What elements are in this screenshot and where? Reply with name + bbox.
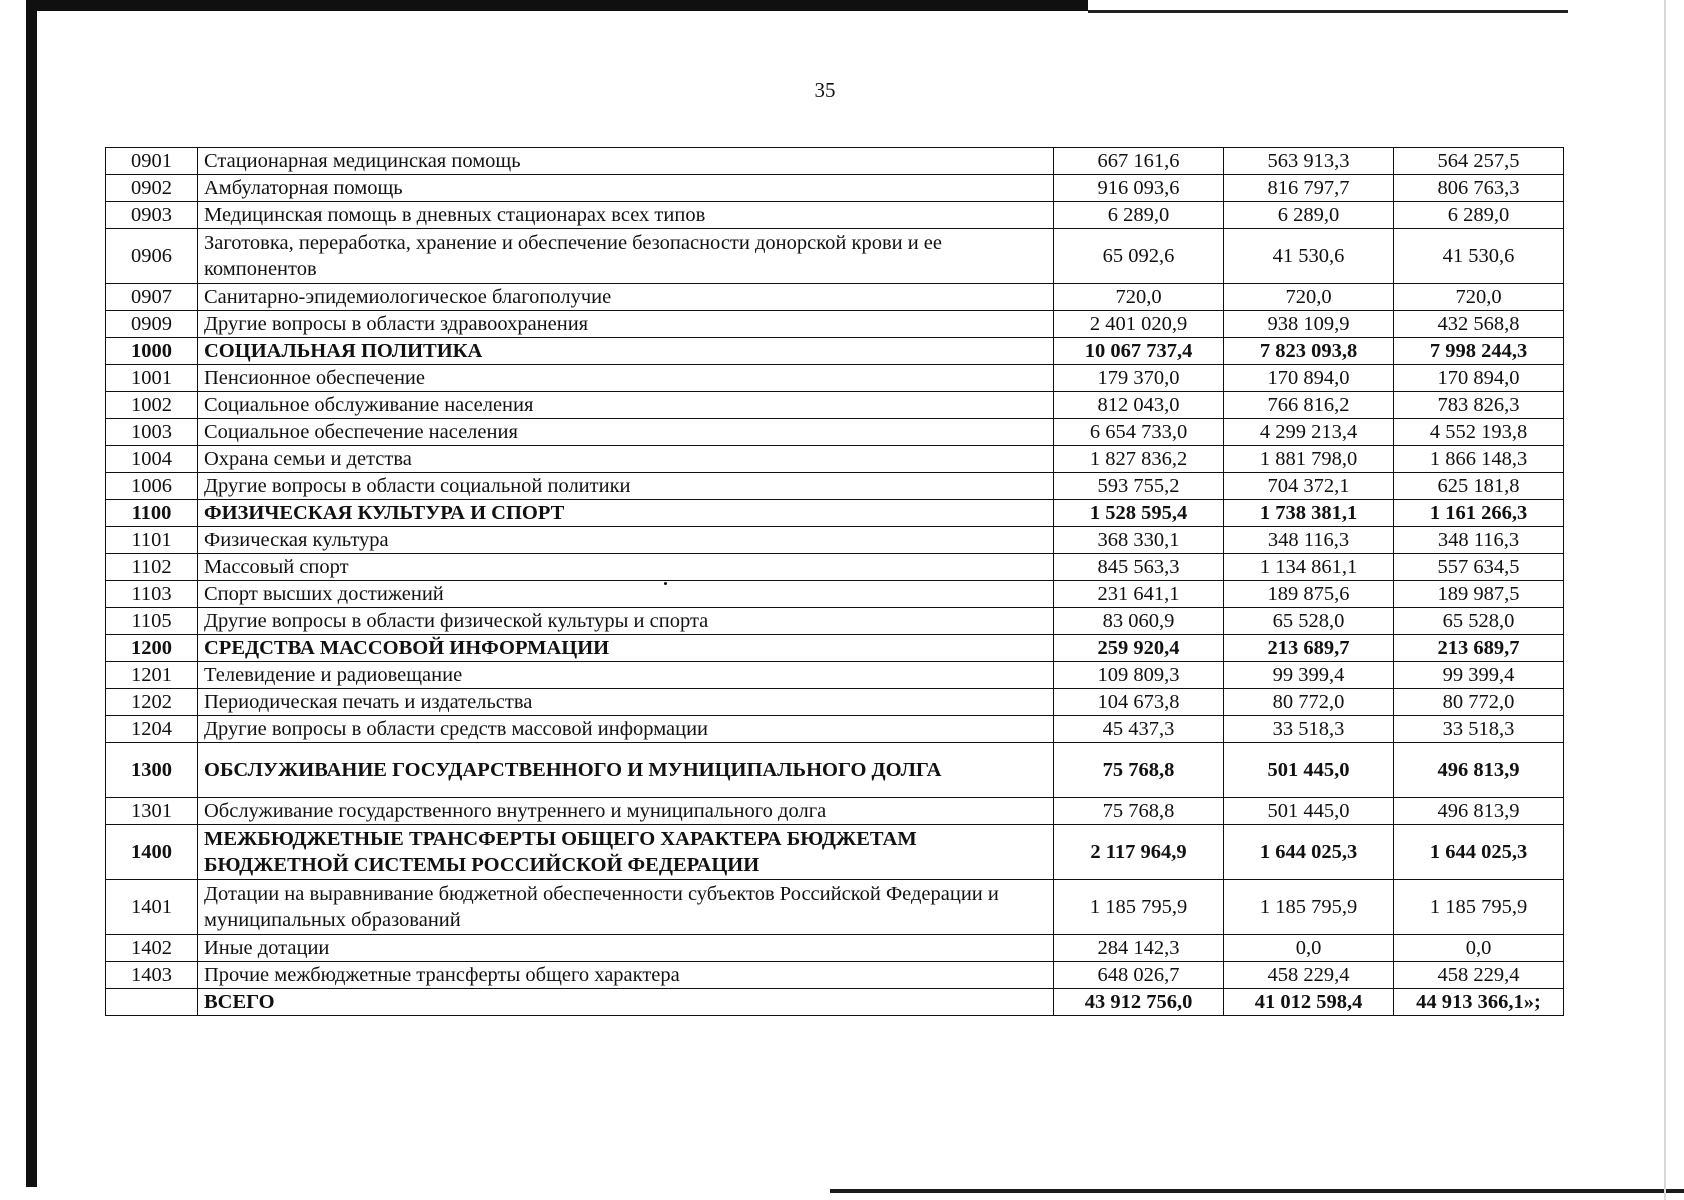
value-cell: 170 894,0	[1224, 365, 1394, 392]
value-cell: 6 654 733,0	[1054, 419, 1224, 446]
code-cell: 0903	[106, 202, 198, 229]
table-row	[106, 635, 1564, 662]
scan-border-top	[26, 0, 1088, 11]
name-cell: Пенсионное обеспечение	[198, 365, 1054, 392]
code-cell: 0902	[106, 175, 198, 202]
code-cell: 1201	[106, 662, 198, 689]
name-cell: Социальное обслуживание населения	[198, 392, 1054, 419]
name-cell: Телевидение и радиовещание	[198, 662, 1054, 689]
code-cell: 1403	[106, 962, 198, 989]
value-cell: 6 289,0	[1054, 202, 1224, 229]
name-cell: Периодическая печать и издательства	[198, 689, 1054, 716]
value-cell: 458 229,4	[1224, 962, 1394, 989]
value-cell: 496 813,9	[1394, 798, 1564, 825]
value-cell: 667 161,6	[1054, 148, 1224, 175]
value-cell: 41 012 598,4	[1224, 989, 1394, 1016]
table-row	[106, 446, 1564, 473]
table-row	[106, 500, 1564, 527]
table-row	[106, 716, 1564, 743]
value-cell: 564 257,5	[1394, 148, 1564, 175]
value-cell: 783 826,3	[1394, 392, 1564, 419]
value-cell: 45 437,3	[1054, 716, 1224, 743]
value-cell: 0,0	[1224, 935, 1394, 962]
name-cell: Другие вопросы в области физической культуры и спорта	[198, 608, 1054, 635]
table-row	[106, 229, 1564, 284]
code-cell: 1103	[106, 581, 198, 608]
table-row	[106, 689, 1564, 716]
value-cell: 1 881 798,0	[1224, 446, 1394, 473]
code-cell: 0906	[106, 229, 198, 284]
table-row	[106, 338, 1564, 365]
scan-border-bottom	[830, 1189, 1684, 1193]
value-cell: 368 330,1	[1054, 527, 1224, 554]
name-cell: Стационарная медицинская помощь	[198, 148, 1054, 175]
budget-table	[105, 147, 1564, 1016]
value-cell: 80 772,0	[1394, 689, 1564, 716]
name-cell: Другие вопросы в области социальной политики	[198, 473, 1054, 500]
code-cell: 1006	[106, 473, 198, 500]
value-cell: 458 229,4	[1394, 962, 1564, 989]
value-cell: 213 689,7	[1394, 635, 1564, 662]
code-cell: 1002	[106, 392, 198, 419]
code-cell: 1101	[106, 527, 198, 554]
value-cell: 806 763,3	[1394, 175, 1564, 202]
table-row	[106, 473, 1564, 500]
table-row	[106, 148, 1564, 175]
table-row	[106, 608, 1564, 635]
value-cell: 231 641,1	[1054, 581, 1224, 608]
value-cell: 109 809,3	[1054, 662, 1224, 689]
table-row	[106, 880, 1564, 935]
code-cell: 0907	[106, 284, 198, 311]
value-cell: 10 067 737,4	[1054, 338, 1224, 365]
value-cell: 189 987,5	[1394, 581, 1564, 608]
value-cell: 75 768,8	[1054, 798, 1224, 825]
name-cell: Другие вопросы в области здравоохранения	[198, 311, 1054, 338]
name-cell: Массовый спорт	[198, 554, 1054, 581]
code-cell: 1200	[106, 635, 198, 662]
table-row	[106, 743, 1564, 798]
value-cell: 648 026,7	[1054, 962, 1224, 989]
page-number: 35	[814, 78, 836, 102]
code-cell: 1300	[106, 743, 198, 798]
value-cell: 720,0	[1224, 284, 1394, 311]
value-cell: 41 530,6	[1224, 229, 1394, 284]
table-row	[106, 175, 1564, 202]
name-cell: Обслуживание государственного внутреннего и муниципального долга	[198, 798, 1054, 825]
table-row	[106, 989, 1564, 1016]
value-cell: 41 530,6	[1394, 229, 1564, 284]
value-cell: 80 772,0	[1224, 689, 1394, 716]
value-cell: 348 116,3	[1224, 527, 1394, 554]
code-cell: 0909	[106, 311, 198, 338]
value-cell: 348 116,3	[1394, 527, 1564, 554]
value-cell: 99 399,4	[1394, 662, 1564, 689]
name-cell: Охрана семьи и детства	[198, 446, 1054, 473]
name-cell: ВСЕГО	[198, 989, 1054, 1016]
table-row	[106, 962, 1564, 989]
value-cell: 816 797,7	[1224, 175, 1394, 202]
value-cell: 104 673,8	[1054, 689, 1224, 716]
name-cell: Дотации на выравнивание бюджетной обеспеченности субъектов Российской Федерации и муниципальных образований	[198, 880, 1054, 935]
code-cell: 1401	[106, 880, 198, 935]
value-cell: 720,0	[1394, 284, 1564, 311]
value-cell: 2 401 020,9	[1054, 311, 1224, 338]
budget-table-body	[106, 148, 1564, 1016]
value-cell: 83 060,9	[1054, 608, 1224, 635]
name-cell: СОЦИАЛЬНАЯ ПОЛИТИКА	[198, 338, 1054, 365]
code-cell: 1105	[106, 608, 198, 635]
name-cell: Санитарно-эпидемиологическое благополучие	[198, 284, 1054, 311]
code-cell: 1003	[106, 419, 198, 446]
value-cell: 1 644 025,3	[1394, 825, 1564, 880]
code-cell: 1102	[106, 554, 198, 581]
value-cell: 1 185 795,9	[1054, 880, 1224, 935]
value-cell: 0,0	[1394, 935, 1564, 962]
value-cell: 766 816,2	[1224, 392, 1394, 419]
name-cell: Амбулаторная помощь	[198, 175, 1054, 202]
code-cell: 1204	[106, 716, 198, 743]
value-cell: 4 552 193,8	[1394, 419, 1564, 446]
table-row	[106, 392, 1564, 419]
code-cell: 1001	[106, 365, 198, 392]
value-cell: 1 827 836,2	[1054, 446, 1224, 473]
value-cell: 720,0	[1054, 284, 1224, 311]
value-cell: 65 528,0	[1394, 608, 1564, 635]
value-cell: 65 092,6	[1054, 229, 1224, 284]
table-row	[106, 365, 1564, 392]
table-row	[106, 935, 1564, 962]
value-cell: 75 768,8	[1054, 743, 1224, 798]
table-row	[106, 202, 1564, 229]
value-cell: 501 445,0	[1224, 743, 1394, 798]
table-row	[106, 581, 1564, 608]
value-cell: 189 875,6	[1224, 581, 1394, 608]
value-cell: 179 370,0	[1054, 365, 1224, 392]
value-cell: 496 813,9	[1394, 743, 1564, 798]
name-cell: Иные дотации	[198, 935, 1054, 962]
code-cell: 0901	[106, 148, 198, 175]
name-cell: Медицинская помощь в дневных стационарах всех типов	[198, 202, 1054, 229]
value-cell: 432 568,8	[1394, 311, 1564, 338]
name-cell: МЕЖБЮДЖЕТНЫЕ ТРАНСФЕРТЫ ОБЩЕГО ХАРАКТЕРА БЮДЖЕТАМ БЮДЖЕТНОЙ СИСТЕМЫ РОССИЙСКОЙ ФЕДЕРАЦИИ	[198, 825, 1054, 880]
value-cell: 2 117 964,9	[1054, 825, 1224, 880]
table-row	[106, 419, 1564, 446]
value-cell: 1 528 595,4	[1054, 500, 1224, 527]
scan-border-left	[26, 0, 37, 1187]
code-cell	[106, 989, 198, 1016]
value-cell: 33 518,3	[1224, 716, 1394, 743]
name-cell: Прочие межбюджетные трансферты общего характера	[198, 962, 1054, 989]
name-cell: Другие вопросы в области средств массовой информации	[198, 716, 1054, 743]
name-cell: Заготовка, переработка, хранение и обеспечение безопасности донорской крови и ее компонентов	[198, 229, 1054, 284]
value-cell: 4 299 213,4	[1224, 419, 1394, 446]
table-row	[106, 527, 1564, 554]
value-cell: 1 185 795,9	[1224, 880, 1394, 935]
scan-border-top-thin	[1088, 10, 1568, 13]
value-cell: 43 912 756,0	[1054, 989, 1224, 1016]
value-cell: 33 518,3	[1394, 716, 1564, 743]
code-cell: 1402	[106, 935, 198, 962]
code-cell: 1100	[106, 500, 198, 527]
value-cell: 1 134 861,1	[1224, 554, 1394, 581]
value-cell: 501 445,0	[1224, 798, 1394, 825]
value-cell: 284 142,3	[1054, 935, 1224, 962]
value-cell: 1 866 148,3	[1394, 446, 1564, 473]
value-cell: 259 920,4	[1054, 635, 1224, 662]
name-cell: ОБСЛУЖИВАНИЕ ГОСУДАРСТВЕННОГО И МУНИЦИПАЛЬНОГО ДОЛГА	[198, 743, 1054, 798]
value-cell: 99 399,4	[1224, 662, 1394, 689]
table-row	[106, 798, 1564, 825]
name-cell: Спорт высших достижений	[198, 581, 1054, 608]
value-cell: 7 998 244,3	[1394, 338, 1564, 365]
value-cell: 1 738 381,1	[1224, 500, 1394, 527]
name-cell: Социальное обеспечение населения	[198, 419, 1054, 446]
table-row	[106, 825, 1564, 880]
value-cell: 563 913,3	[1224, 148, 1394, 175]
value-cell: 7 823 093,8	[1224, 338, 1394, 365]
value-cell: 44 913 366,1»;	[1394, 989, 1564, 1016]
value-cell: 938 109,9	[1224, 311, 1394, 338]
value-cell: 6 289,0	[1394, 202, 1564, 229]
value-cell: 845 563,3	[1054, 554, 1224, 581]
table-row	[106, 311, 1564, 338]
table-row	[106, 284, 1564, 311]
name-cell: ФИЗИЧЕСКАЯ КУЛЬТУРА И СПОРТ	[198, 500, 1054, 527]
scan-border-right	[1664, 0, 1666, 1200]
value-cell: 1 644 025,3	[1224, 825, 1394, 880]
table-row	[106, 554, 1564, 581]
value-cell: 557 634,5	[1394, 554, 1564, 581]
value-cell: 170 894,0	[1394, 365, 1564, 392]
value-cell: 6 289,0	[1224, 202, 1394, 229]
name-cell: Физическая культура	[198, 527, 1054, 554]
code-cell: 1400	[106, 825, 198, 880]
code-cell: 1202	[106, 689, 198, 716]
name-cell: СРЕДСТВА МАССОВОЙ ИНФОРМАЦИИ	[198, 635, 1054, 662]
value-cell: 1 161 266,3	[1394, 500, 1564, 527]
value-cell: 213 689,7	[1224, 635, 1394, 662]
value-cell: 704 372,1	[1224, 473, 1394, 500]
code-cell: 1000	[106, 338, 198, 365]
value-cell: 916 093,6	[1054, 175, 1224, 202]
table-row	[106, 662, 1564, 689]
value-cell: 812 043,0	[1054, 392, 1224, 419]
value-cell: 593 755,2	[1054, 473, 1224, 500]
code-cell: 1004	[106, 446, 198, 473]
value-cell: 625 181,8	[1394, 473, 1564, 500]
value-cell: 1 185 795,9	[1394, 880, 1564, 935]
value-cell: 65 528,0	[1224, 608, 1394, 635]
code-cell: 1301	[106, 798, 198, 825]
